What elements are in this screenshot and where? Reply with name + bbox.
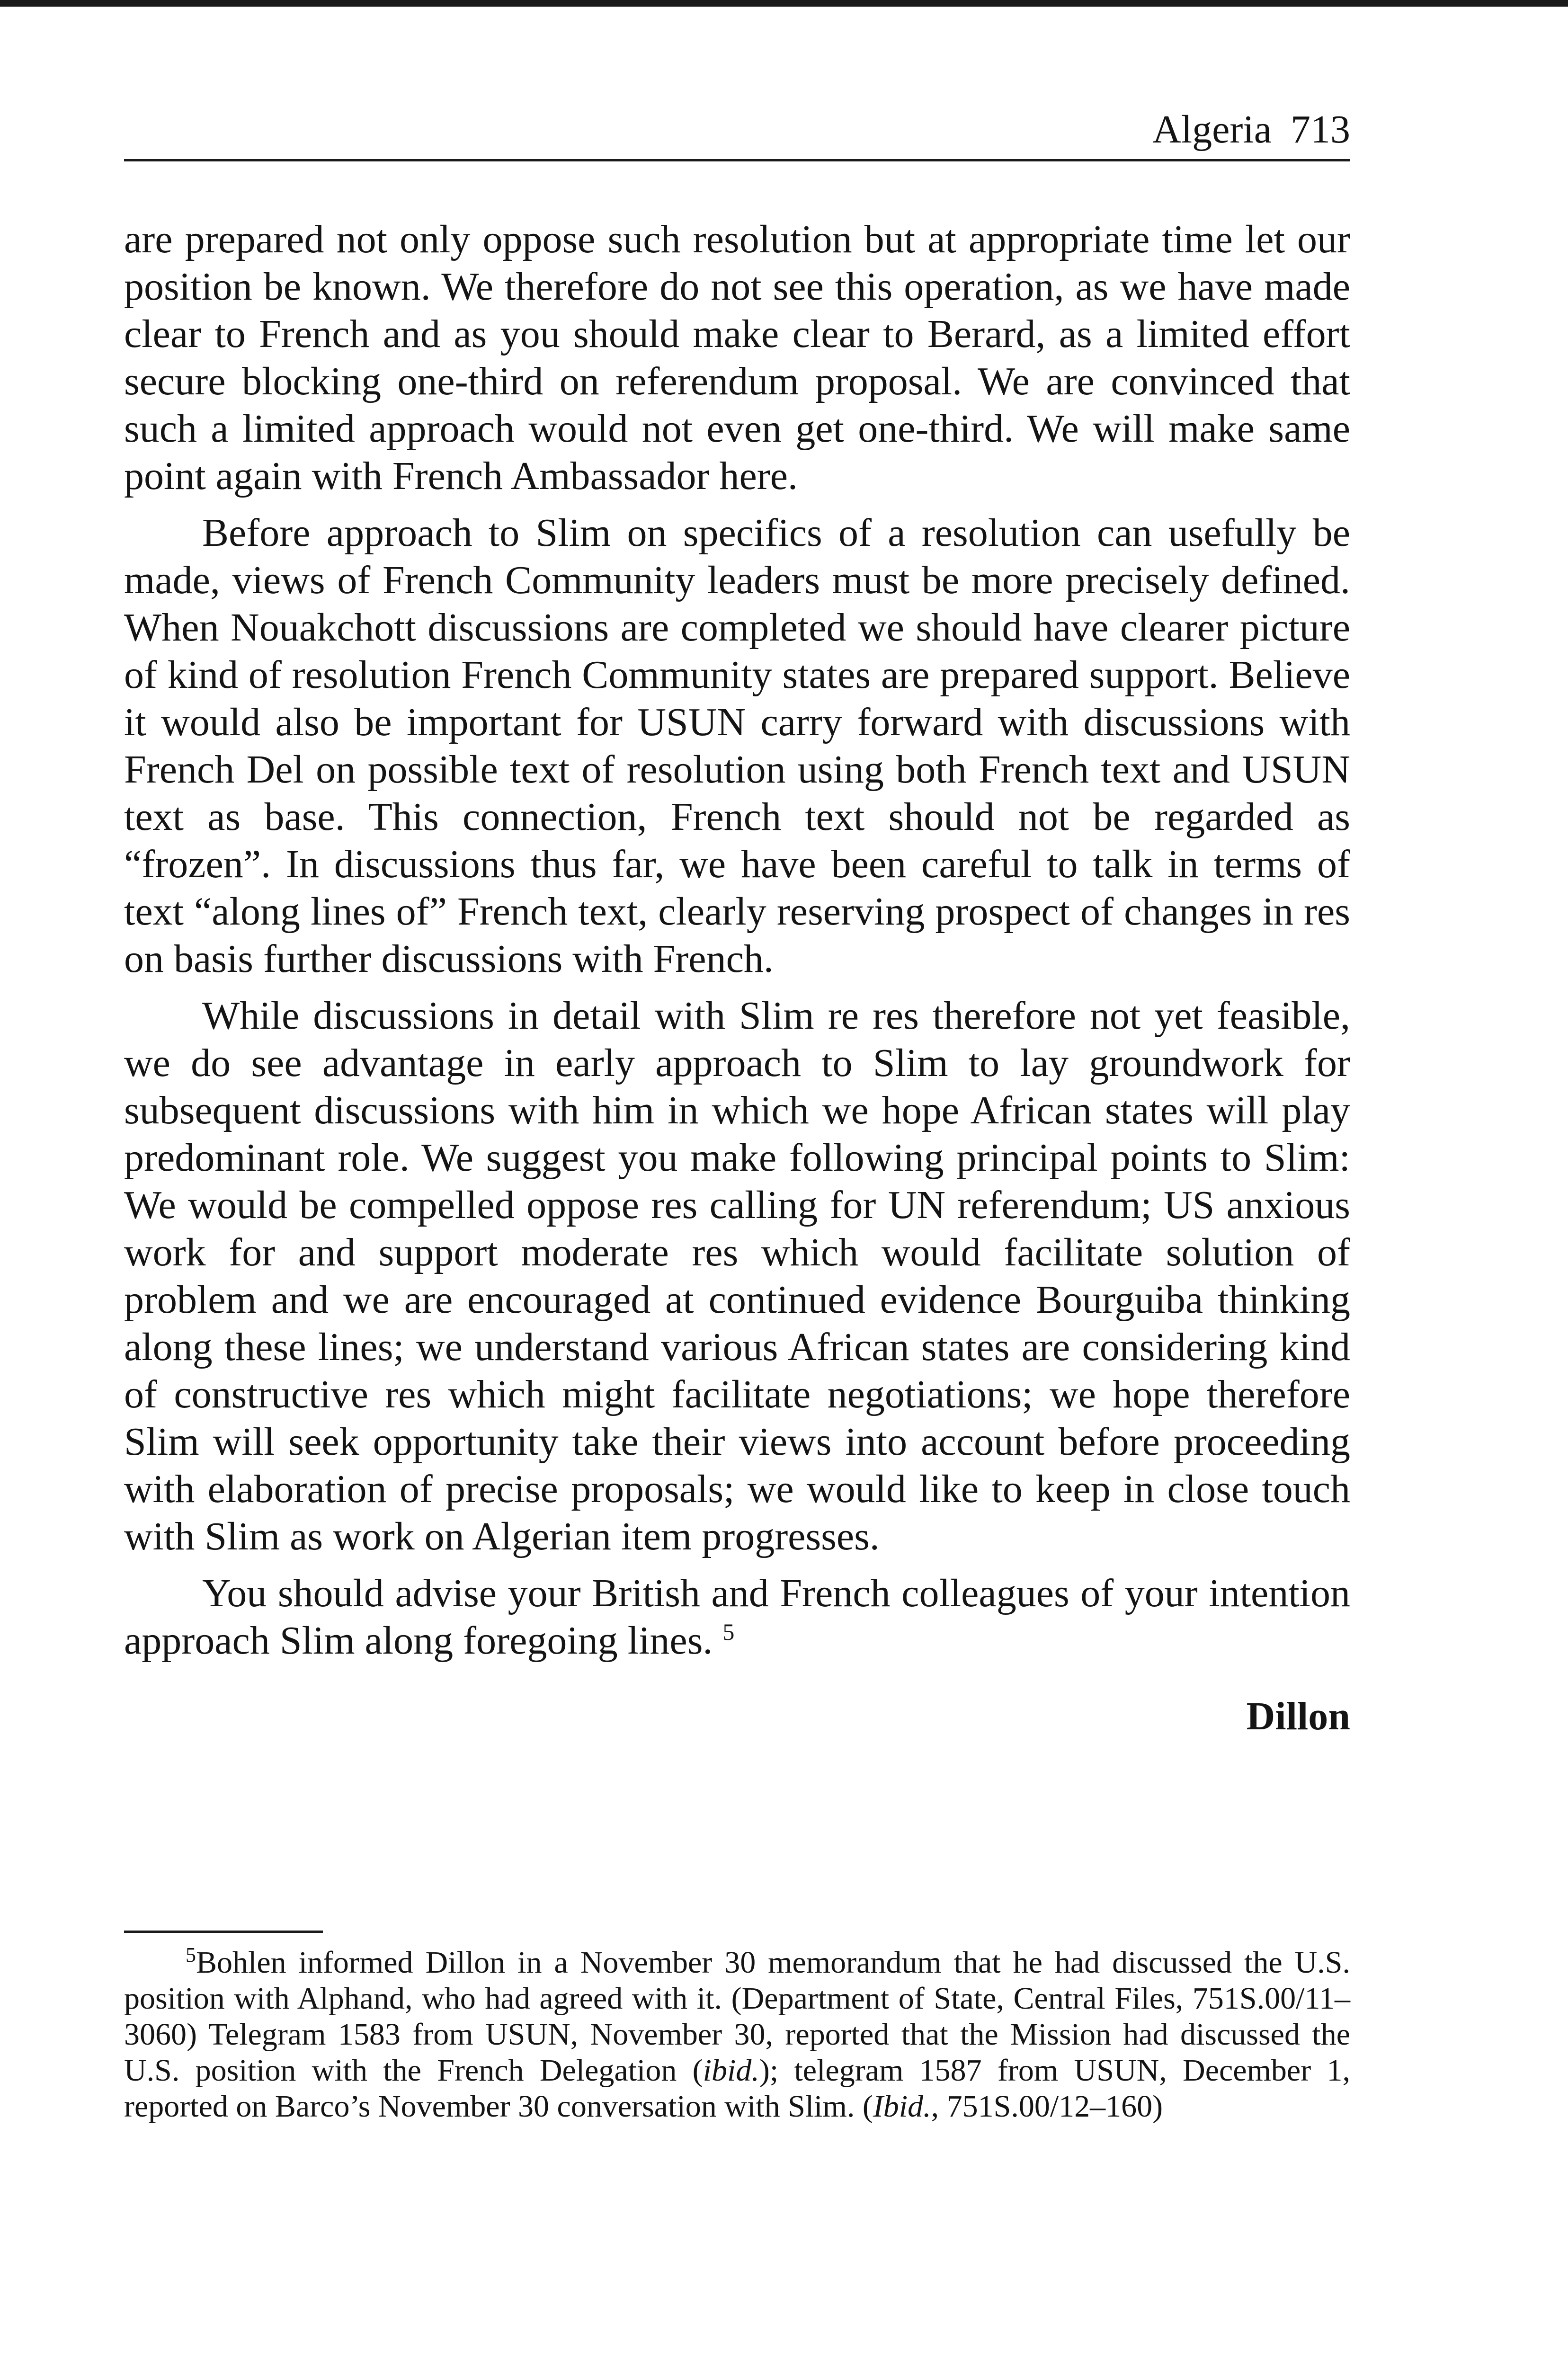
running-header xyxy=(1152,107,1350,151)
paragraph-3: While discussions in detail with Slim re res therefore not yet feasible, we do see advantage in early approach to Slim to lay groundwork for subsequent discussions with him in which we hope African states will play predominant role. We suggest you make following principal points to Slim: We would be compelled oppose res calling for UN referendum; US anxious work for and support moderate res which would facilitate solution of problem and we are encouraged at continued evidence Bourguiba thinking along these lines; we understand various African states are considering kind of constructive res which might facilitate negotiations; we hope therefore Slim will seek opportunity take their views into account before proceeding with elaboration of precise proposals; we would like to keep in close touch with Slim as work on Algerian item progresses. xyxy=(124,994,1350,1558)
page-number: 713 xyxy=(1291,107,1350,151)
paragraph-2: Before approach to Slim on specifics of a resolution can usefully be made, views of French Community leaders must be more precisely defined. When Nouakchott discussions are completed we should have clearer picture of kind of resolution French Community states are prepared support. Believe it would also be important for USUN carry forward with discussions with French Del on possible text of resolution using both French text and USUN text as base. This connection, French text should not be regarded as “frozen”. In discussions thus far, we have been careful to talk in terms of text “along lines of” French text, clearly reserving prospect of changes in res on basis further discussions with French. xyxy=(124,511,1350,981)
footnote-text-2: ); telegram 1587 from USUN, December 1, reported on Barco’s November 30 conversation with Slim. ( xyxy=(124,2053,1350,2124)
footnote-ibid-2: Ibid. xyxy=(873,2089,931,2124)
section-title: Algeria xyxy=(1152,107,1272,151)
body-text xyxy=(124,216,1350,1750)
paragraph-4-text: You should advise your British and French colleagues of your intention approach Slim along foregoing lines. xyxy=(124,1571,1350,1663)
paragraph-1: are prepared not only oppose such resolution but at appropriate time let our position be known. We therefore do not see this operation, as we have made clear to French and as you should make clear to Berard, as a limited effort secure blocking one-third on referendum proposal. We are convinced that such a limited approach would not even get one-third. We will make same point again with French Ambassador here. xyxy=(124,217,1350,498)
header-rule xyxy=(124,159,1350,161)
footnote xyxy=(124,1945,1350,2125)
paragraph-4 xyxy=(124,1570,1350,1664)
footnote-ibid-1: ibid. xyxy=(703,2053,759,2088)
scan-top-border xyxy=(0,0,1568,7)
footnote-reference: 5 xyxy=(722,1619,735,1645)
signature: Dillon xyxy=(1246,1694,1350,1738)
footnote-marker: 5 xyxy=(186,1943,196,1967)
footnote-rule xyxy=(124,1931,323,1933)
footnote-text-3: , 751S.00/12–160) xyxy=(931,2089,1163,2124)
footnote-text-1: Bohlen informed Dillon in a November 30 memorandum that he had discussed the U.S. position with Alphand, who had agreed with it. (Department of State, Central Files, 751S.00/11–3060) Telegram 1583 from USUN, November 30, reported that the Mission had discussed the U.S. position with the French Delegation ( xyxy=(124,1945,1350,2088)
